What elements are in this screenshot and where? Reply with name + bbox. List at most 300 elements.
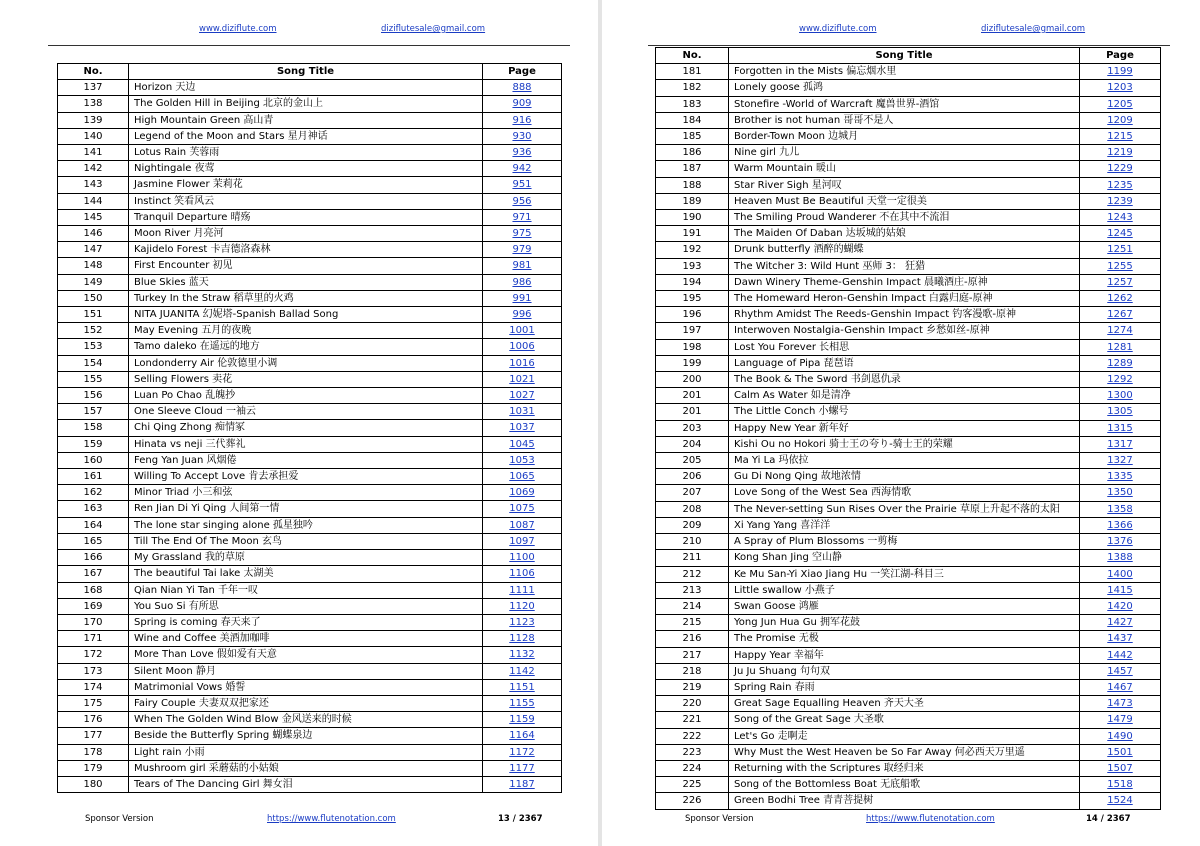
song-number: 156: [58, 388, 129, 404]
song-page-link[interactable]: 1164: [483, 728, 562, 744]
song-number: 176: [58, 712, 129, 728]
song-number: 169: [58, 598, 129, 614]
table-row: [656, 177, 1161, 193]
song-page-link[interactable]: 1053: [483, 452, 562, 468]
song-page-link[interactable]: 1128: [483, 631, 562, 647]
table-row: [58, 533, 562, 549]
column-header-no: No.: [58, 64, 129, 80]
table-row: [656, 96, 1161, 112]
table-row: [656, 550, 1161, 566]
song-number: 170: [58, 614, 129, 630]
song-page-link[interactable]: 1289: [1080, 355, 1161, 371]
song-page-link[interactable]: 1199: [1080, 64, 1161, 80]
song-number: 216: [656, 631, 729, 647]
song-number: 162: [58, 485, 129, 501]
song-title: Calm As Water 如是清净: [729, 388, 1080, 404]
table-row: [58, 582, 562, 598]
table-row: [58, 420, 562, 436]
song-number: 198: [656, 339, 729, 355]
song-page-link[interactable]: 1350: [1080, 485, 1161, 501]
song-page-link[interactable]: 996: [483, 307, 562, 323]
song-number: 193: [656, 258, 729, 274]
table-row: [656, 582, 1161, 598]
song-page-link[interactable]: 1274: [1080, 323, 1161, 339]
song-page-link[interactable]: 1327: [1080, 453, 1161, 469]
song-page-link[interactable]: 1243: [1080, 210, 1161, 226]
song-number: 166: [58, 550, 129, 566]
column-header-page: Page: [483, 64, 562, 80]
table-row: [656, 112, 1161, 128]
document-page-13: [0, 0, 598, 846]
table-row: [58, 177, 562, 193]
table-row: [58, 728, 562, 744]
column-header-page: Page: [1080, 48, 1161, 64]
song-number: 205: [656, 453, 729, 469]
song-number: 220: [656, 696, 729, 712]
song-title: Fairy Couple 夫妻双双把家还: [129, 695, 483, 711]
song-number: 175: [58, 695, 129, 711]
table-row: [58, 760, 562, 776]
song-page-link[interactable]: 1045: [483, 436, 562, 452]
song-number: 143: [58, 177, 129, 193]
table-row: [58, 323, 562, 339]
table-row: [656, 80, 1161, 96]
song-title: Spring is coming 春天来了: [129, 614, 483, 630]
song-number: 214: [656, 598, 729, 614]
song-page-link[interactable]: 1075: [483, 501, 562, 517]
song-page-link[interactable]: 1315: [1080, 420, 1161, 436]
song-page-link[interactable]: 1366: [1080, 517, 1161, 533]
table-row: [58, 96, 562, 112]
song-title: Silent Moon 静月: [129, 663, 483, 679]
song-page-link[interactable]: 1292: [1080, 372, 1161, 388]
song-page-link[interactable]: 991: [483, 290, 562, 306]
song-title: Matrimonial Vows 婚誓: [129, 679, 483, 695]
song-number: 150: [58, 290, 129, 306]
song-page-link[interactable]: 981: [483, 258, 562, 274]
song-page-link[interactable]: 1106: [483, 566, 562, 582]
song-page-link[interactable]: 1501: [1080, 744, 1161, 760]
song-title: Forgotten in the Mists 偏忘烟水里: [729, 64, 1080, 80]
song-page-link[interactable]: 1490: [1080, 728, 1161, 744]
song-page-link[interactable]: 1215: [1080, 129, 1161, 145]
table-row: [656, 436, 1161, 452]
table-row: [656, 339, 1161, 355]
song-title: Luan Po Chao 乱魄抄: [129, 388, 483, 404]
header-divider: [48, 45, 570, 46]
song-title: Moon River 月亮河: [129, 226, 483, 242]
song-page-link[interactable]: 1437: [1080, 631, 1161, 647]
song-page-link[interactable]: 971: [483, 209, 562, 225]
song-page-link[interactable]: 1120: [483, 598, 562, 614]
song-number: 188: [656, 177, 729, 193]
song-page-link[interactable]: 1235: [1080, 177, 1161, 193]
song-title: One Sleeve Cloud 一袖云: [129, 404, 483, 420]
song-title: Chi Qing Zhong 痴情冢: [129, 420, 483, 436]
song-title: Hinata vs neji 三代葬礼: [129, 436, 483, 452]
table-row: [656, 647, 1161, 663]
table-row: [58, 550, 562, 566]
song-page-link[interactable]: 1257: [1080, 274, 1161, 290]
song-title: Tears of The Dancing Girl 舞女泪: [129, 776, 483, 792]
song-page-link[interactable]: 1400: [1080, 566, 1161, 582]
song-page-link[interactable]: 1087: [483, 517, 562, 533]
song-page-link[interactable]: 1219: [1080, 145, 1161, 161]
song-title: Lost You Forever 长相思: [729, 339, 1080, 355]
song-title: Kajidelo Forest 卡吉德洛森林: [129, 242, 483, 258]
song-title: Ma Yi La 玛依拉: [729, 453, 1080, 469]
table-row: [656, 760, 1161, 776]
song-page-link[interactable]: 1420: [1080, 598, 1161, 614]
table-row: [58, 436, 562, 452]
song-title: Horizon 天边: [129, 80, 483, 96]
song-title: Interwoven Nostalgia-Genshin Impact 乡愁如丝-原神: [729, 323, 1080, 339]
song-title: Instinct 笑看风云: [129, 193, 483, 209]
table-row: [656, 420, 1161, 436]
table-row: [58, 226, 562, 242]
song-number: 148: [58, 258, 129, 274]
song-page-link[interactable]: 942: [483, 161, 562, 177]
footer-version: Sponsor Version: [85, 814, 154, 824]
song-page-link[interactable]: 1111: [483, 582, 562, 598]
table-row: [656, 663, 1161, 679]
table-header-row: [656, 48, 1161, 64]
song-page-link[interactable]: 1442: [1080, 647, 1161, 663]
song-number: 165: [58, 533, 129, 549]
song-title: Beside the Butterfly Spring 蝴蝶泉边: [129, 728, 483, 744]
song-title: Great Sage Equalling Heaven 齐天大圣: [729, 696, 1080, 712]
song-page-link[interactable]: 888: [483, 80, 562, 96]
song-page-link[interactable]: 1037: [483, 420, 562, 436]
song-page-link[interactable]: 1132: [483, 647, 562, 663]
song-page-link[interactable]: 1281: [1080, 339, 1161, 355]
song-title: The Smiling Proud Wanderer 不在其中不流泪: [729, 210, 1080, 226]
song-page-link[interactable]: 1415: [1080, 582, 1161, 598]
table-row: [58, 517, 562, 533]
table-row: [656, 501, 1161, 517]
song-page-link[interactable]: 1155: [483, 695, 562, 711]
header-website-link[interactable]: www.diziflute.com: [199, 24, 277, 34]
song-title: May Evening 五月的夜晚: [129, 323, 483, 339]
song-title: Willing To Accept Love 肯去承担爱: [129, 469, 483, 485]
song-page-link[interactable]: 1388: [1080, 550, 1161, 566]
song-number: 207: [656, 485, 729, 501]
song-title: Ren Jian Di Yi Qing 人间第一情: [129, 501, 483, 517]
table-row: [58, 307, 562, 323]
song-number: 137: [58, 80, 129, 96]
song-page-link[interactable]: 975: [483, 226, 562, 242]
song-page-link[interactable]: 1069: [483, 485, 562, 501]
song-number: 194: [656, 274, 729, 290]
song-page-link[interactable]: 1001: [483, 323, 562, 339]
song-number: 147: [58, 242, 129, 258]
song-page-link[interactable]: 1305: [1080, 404, 1161, 420]
song-title: You Suo Si 有所思: [129, 598, 483, 614]
song-title: Love Song of the West Sea 西海情歌: [729, 485, 1080, 501]
song-number: 201: [656, 404, 729, 420]
table-header-row: [58, 64, 562, 80]
song-page-link[interactable]: 936: [483, 145, 562, 161]
song-title: Minor Triad 小三和弦: [129, 485, 483, 501]
song-number: 160: [58, 452, 129, 468]
song-number: 179: [58, 760, 129, 776]
song-title: Star River Sigh 星河叹: [729, 177, 1080, 193]
table-row: [656, 679, 1161, 695]
song-page-link[interactable]: 956: [483, 193, 562, 209]
song-number: 173: [58, 663, 129, 679]
song-title: Returning with the Scriptures 取经归来: [729, 760, 1080, 776]
song-number: 215: [656, 615, 729, 631]
song-number: 217: [656, 647, 729, 663]
song-title: The Book & The Sword 书剑恩仇录: [729, 372, 1080, 388]
song-number: 213: [656, 582, 729, 598]
song-page-link[interactable]: 1262: [1080, 291, 1161, 307]
song-number: 186: [656, 145, 729, 161]
song-page-link[interactable]: 916: [483, 112, 562, 128]
song-page-link[interactable]: 1335: [1080, 469, 1161, 485]
song-number: 174: [58, 679, 129, 695]
table-row: [656, 712, 1161, 728]
table-row: [656, 631, 1161, 647]
table-row: [656, 696, 1161, 712]
song-number: 157: [58, 404, 129, 420]
song-title: Qian Nian Yi Tan 千年一叹: [129, 582, 483, 598]
song-page-link[interactable]: 1507: [1080, 760, 1161, 776]
song-page-link[interactable]: 979: [483, 242, 562, 258]
song-title: Let's Go 走啊走: [729, 728, 1080, 744]
footer-version: Sponsor Version: [685, 814, 754, 824]
column-header-title: Song Title: [729, 48, 1080, 64]
song-page-link[interactable]: 930: [483, 128, 562, 144]
table-row: [58, 355, 562, 371]
table-row: [656, 258, 1161, 274]
song-page-link[interactable]: 1031: [483, 404, 562, 420]
table-row: [656, 226, 1161, 242]
song-page-link[interactable]: 1267: [1080, 307, 1161, 323]
song-number: 140: [58, 128, 129, 144]
table-row: [58, 388, 562, 404]
song-number: 168: [58, 582, 129, 598]
song-number: 155: [58, 371, 129, 387]
song-number: 183: [656, 96, 729, 112]
song-page-link[interactable]: 1479: [1080, 712, 1161, 728]
table-row: [58, 744, 562, 760]
song-title: My Grassland 我的草原: [129, 550, 483, 566]
table-row: [58, 112, 562, 128]
song-title: The Never-setting Sun Rises Over the Prairie 草原上升起不落的太阳: [729, 501, 1080, 517]
song-number: 226: [656, 793, 729, 809]
song-index-table: [655, 47, 1161, 810]
song-page-link[interactable]: 1021: [483, 371, 562, 387]
header-divider: [648, 45, 1170, 46]
song-page-link[interactable]: 1209: [1080, 112, 1161, 128]
table-row: [58, 242, 562, 258]
song-number: 153: [58, 339, 129, 355]
song-number: 158: [58, 420, 129, 436]
song-page-link[interactable]: 1097: [483, 533, 562, 549]
table-row: [58, 452, 562, 468]
table-row: [656, 566, 1161, 582]
table-row: [656, 355, 1161, 371]
song-page-link[interactable]: 1177: [483, 760, 562, 776]
song-title: Tranquil Departure 晴殇: [129, 209, 483, 225]
song-page-link[interactable]: 1467: [1080, 679, 1161, 695]
song-number: 196: [656, 307, 729, 323]
song-page-link[interactable]: 1006: [483, 339, 562, 355]
song-page-link[interactable]: 1159: [483, 712, 562, 728]
table-row: [656, 485, 1161, 501]
song-title: Drunk butterfly 酒醉的蝴蝶: [729, 242, 1080, 258]
table-row: [656, 274, 1161, 290]
table-row: [58, 485, 562, 501]
song-title: Tamo daleko 在遥远的地方: [129, 339, 483, 355]
song-page-link[interactable]: 1142: [483, 663, 562, 679]
table-row: [58, 128, 562, 144]
song-title: High Mountain Green 高山青: [129, 112, 483, 128]
song-title: Wine and Coffee 美酒加咖啡: [129, 631, 483, 647]
song-number: 178: [58, 744, 129, 760]
song-page-link[interactable]: 1205: [1080, 96, 1161, 112]
song-title: Border-Town Moon 边城月: [729, 129, 1080, 145]
song-number: 203: [656, 420, 729, 436]
song-number: 225: [656, 777, 729, 793]
song-page-link[interactable]: 1187: [483, 776, 562, 792]
song-number: 185: [656, 129, 729, 145]
song-title: The Homeward Heron-Genshin Impact 白露归庭-原神: [729, 291, 1080, 307]
table-row: [58, 679, 562, 695]
song-page-link[interactable]: 1518: [1080, 777, 1161, 793]
song-page-link[interactable]: 1251: [1080, 242, 1161, 258]
table-row: [656, 728, 1161, 744]
song-title: Gu Di Nong Qing 故地浓情: [729, 469, 1080, 485]
song-page-link[interactable]: 1457: [1080, 663, 1161, 679]
song-number: 206: [656, 469, 729, 485]
table-row: [58, 501, 562, 517]
song-title: The lone star singing alone 孤星独吟: [129, 517, 483, 533]
footer-url-link[interactable]: https://www.flutenotation.com: [267, 814, 396, 824]
song-number: 211: [656, 550, 729, 566]
song-page-link[interactable]: 1300: [1080, 388, 1161, 404]
song-title: Rhythm Amidst The Reeds-Genshin Impact 钓客漫歌-原神: [729, 307, 1080, 323]
song-page-link[interactable]: 1151: [483, 679, 562, 695]
song-page-link[interactable]: 1358: [1080, 501, 1161, 517]
song-number: 149: [58, 274, 129, 290]
song-page-link[interactable]: 1255: [1080, 258, 1161, 274]
song-title: Blue Skies 蓝天: [129, 274, 483, 290]
song-page-link[interactable]: 1245: [1080, 226, 1161, 242]
song-title: Selling Flowers 卖花: [129, 371, 483, 387]
song-page-link[interactable]: 1016: [483, 355, 562, 371]
song-number: 199: [656, 355, 729, 371]
song-number: 159: [58, 436, 129, 452]
song-number: 219: [656, 679, 729, 695]
song-number: 139: [58, 112, 129, 128]
table-row: [58, 663, 562, 679]
table-row: [656, 793, 1161, 809]
header-email-link[interactable]: diziflutesale@gmail.com: [981, 24, 1086, 34]
table-row: [58, 371, 562, 387]
song-page-link[interactable]: 1239: [1080, 193, 1161, 209]
song-title: Happy New Year 新年好: [729, 420, 1080, 436]
table-row: [58, 712, 562, 728]
header-website-link[interactable]: www.diziflute.com: [799, 24, 877, 34]
song-title: The Witcher 3: Wild Hunt 巫师 3： 狂猎: [729, 258, 1080, 274]
table-row: [58, 598, 562, 614]
table-row: [58, 631, 562, 647]
song-page-link[interactable]: 1524: [1080, 793, 1161, 809]
song-title: Kong Shan Jing 空山静: [729, 550, 1080, 566]
song-title: Yong Jun Hua Gu 拥军花鼓: [729, 615, 1080, 631]
table-row: [656, 404, 1161, 420]
table-row: [656, 145, 1161, 161]
song-page-link[interactable]: 909: [483, 96, 562, 112]
song-title: Londonderry Air 伦敦德里小调: [129, 355, 483, 371]
song-index-table: [57, 63, 562, 793]
table-row: [58, 647, 562, 663]
song-title: Why Must the West Heaven be So Far Away 何必西天万里遥: [729, 744, 1080, 760]
song-number: 154: [58, 355, 129, 371]
song-page-link[interactable]: 1427: [1080, 615, 1161, 631]
table-row: [58, 469, 562, 485]
song-title: Nine girl 九儿: [729, 145, 1080, 161]
table-row: [656, 323, 1161, 339]
table-row: [58, 339, 562, 355]
song-page-link[interactable]: 1203: [1080, 80, 1161, 96]
song-number: 142: [58, 161, 129, 177]
song-title: Little swallow 小燕子: [729, 582, 1080, 598]
song-title: Jasmine Flower 茉莉花: [129, 177, 483, 193]
song-title: Turkey In the Straw 稻草里的火鸡: [129, 290, 483, 306]
song-number: 145: [58, 209, 129, 225]
song-number: 184: [656, 112, 729, 128]
song-page-link[interactable]: 1100: [483, 550, 562, 566]
song-title: Spring Rain 春雨: [729, 679, 1080, 695]
song-title: Swan Goose 鸿雁: [729, 598, 1080, 614]
song-page-link[interactable]: 951: [483, 177, 562, 193]
footer-url-link[interactable]: https://www.flutenotation.com: [866, 814, 995, 824]
table-row: [656, 388, 1161, 404]
song-page-link[interactable]: 1317: [1080, 436, 1161, 452]
table-row: [58, 145, 562, 161]
song-page-link[interactable]: 1123: [483, 614, 562, 630]
song-page-link[interactable]: 1376: [1080, 534, 1161, 550]
song-number: 222: [656, 728, 729, 744]
song-number: 181: [656, 64, 729, 80]
song-number: 212: [656, 566, 729, 582]
song-page-link[interactable]: 1027: [483, 388, 562, 404]
song-number: 151: [58, 307, 129, 323]
table-row: [58, 80, 562, 96]
song-page-link[interactable]: 986: [483, 274, 562, 290]
song-number: 189: [656, 193, 729, 209]
song-title: Lonely goose 孤鸿: [729, 80, 1080, 96]
song-page-link[interactable]: 1172: [483, 744, 562, 760]
header-email-link[interactable]: diziflutesale@gmail.com: [381, 24, 486, 34]
song-title: The Golden Hill in Beijing 北京的金山上: [129, 96, 483, 112]
song-page-link[interactable]: 1473: [1080, 696, 1161, 712]
column-header-title: Song Title: [129, 64, 483, 80]
song-title: First Encounter 初见: [129, 258, 483, 274]
song-number: 192: [656, 242, 729, 258]
table-row: [656, 291, 1161, 307]
song-page-link[interactable]: 1065: [483, 469, 562, 485]
song-number: 171: [58, 631, 129, 647]
song-number: 223: [656, 744, 729, 760]
song-number: 195: [656, 291, 729, 307]
table-row: [656, 744, 1161, 760]
song-page-link[interactable]: 1229: [1080, 161, 1161, 177]
song-title: Ju Ju Shuang 句句双: [729, 663, 1080, 679]
